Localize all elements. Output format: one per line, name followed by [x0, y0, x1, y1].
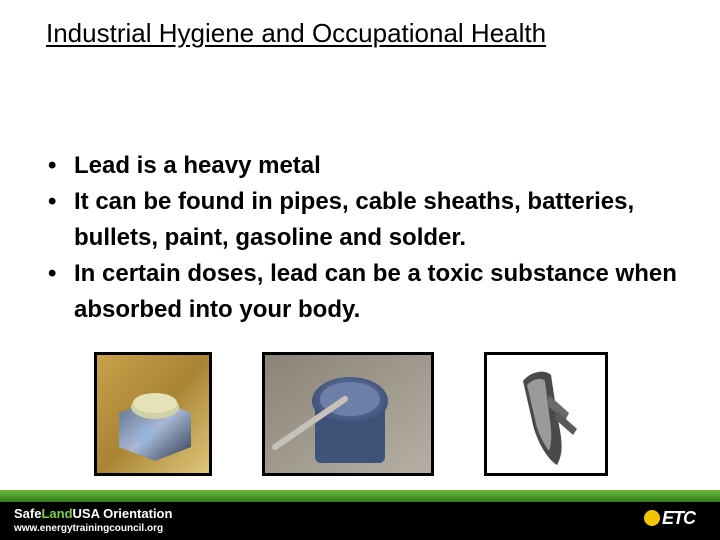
lead-cable-sheath-photo [484, 352, 608, 476]
bullet-text: In certain doses, lead can be a toxic substance when absorbed into your body. [74, 260, 677, 323]
etc-logo [644, 508, 714, 534]
bullet-dot-icon: • [48, 188, 57, 215]
lead-paint-bucket-photo [262, 352, 434, 476]
footer-green-stripe [0, 490, 720, 502]
footer-bar [0, 490, 720, 540]
bullet-item [46, 148, 686, 184]
footer-url: www.energytrainingcouncil.org [14, 523, 164, 534]
lead-nut-bolt-photo [94, 352, 212, 476]
slide-title: Industrial Hygiene and Occupational Health [46, 18, 547, 48]
bullet-item [46, 256, 686, 328]
bullet-text: Lead is a heavy metal [74, 152, 321, 179]
nut-and-bolt-icon [97, 355, 209, 473]
bullet-item [46, 184, 686, 256]
bullet-dot-icon: • [48, 260, 57, 287]
etc-logo-mark-icon [644, 510, 660, 526]
footer-brand: SafeLandUSA Orientation [14, 506, 173, 521]
bullet-text: It can be found in pipes, cable sheaths, batteries, bullets, paint, gasoline and solder. [74, 188, 635, 251]
etc-logo-text: ETC [662, 508, 695, 528]
paint-bucket-icon [265, 355, 431, 473]
bullet-dot-icon: • [48, 152, 57, 179]
bullet-list [46, 148, 686, 328]
cable-sheath-icon [487, 355, 605, 473]
